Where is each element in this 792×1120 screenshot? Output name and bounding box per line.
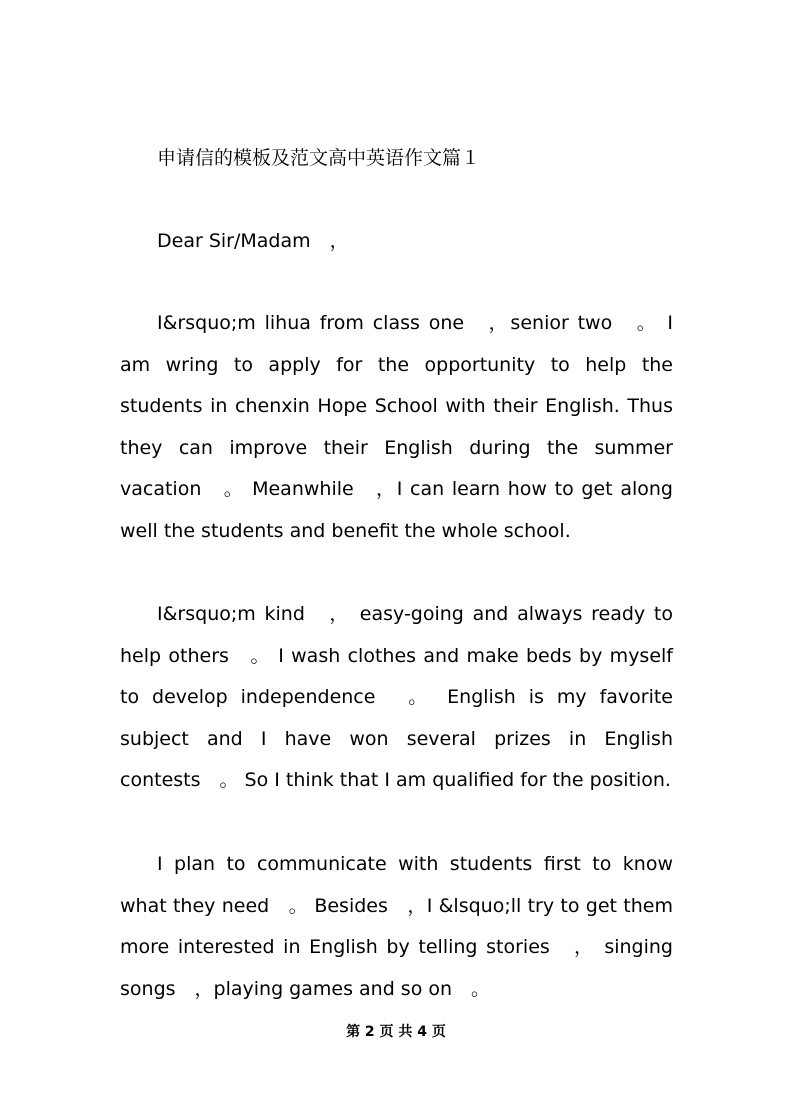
body-paragraph-qualifications: I&rsquo;m kind ， easy-going and always ready to help others 。 I wash clothes and make beds by myself to develop independence 。 English is my favorite subject and I have won several prizes in English contests 。 So I think that I am qualified for the position. bbox=[120, 603, 673, 791]
document-title: 申请信的模板及范文高中英语作文篇１ bbox=[157, 147, 481, 169]
page-number-footer: 第 2 页 共 4 页 bbox=[346, 1024, 446, 1040]
body-paragraph-plan: I plan to communicate with students first to know what they need 。 Besides ，I &lsquo;ll try to get them more interested in English by telling stories ， singing songs ，playing games and so on 。 bbox=[120, 853, 673, 1000]
letter-salutation: Dear Sir/Madam ， bbox=[157, 230, 349, 252]
body-paragraph-intro: I&rsquo;m lihua from class one ，senior two 。 I am wring to apply for the opportunity to help the students in chenxin Hope School with their English. Thus they can improve their English during the summer vacation 。 Meanwhile ，I can learn how to get along well the students and benefit the whole school. bbox=[120, 312, 673, 542]
